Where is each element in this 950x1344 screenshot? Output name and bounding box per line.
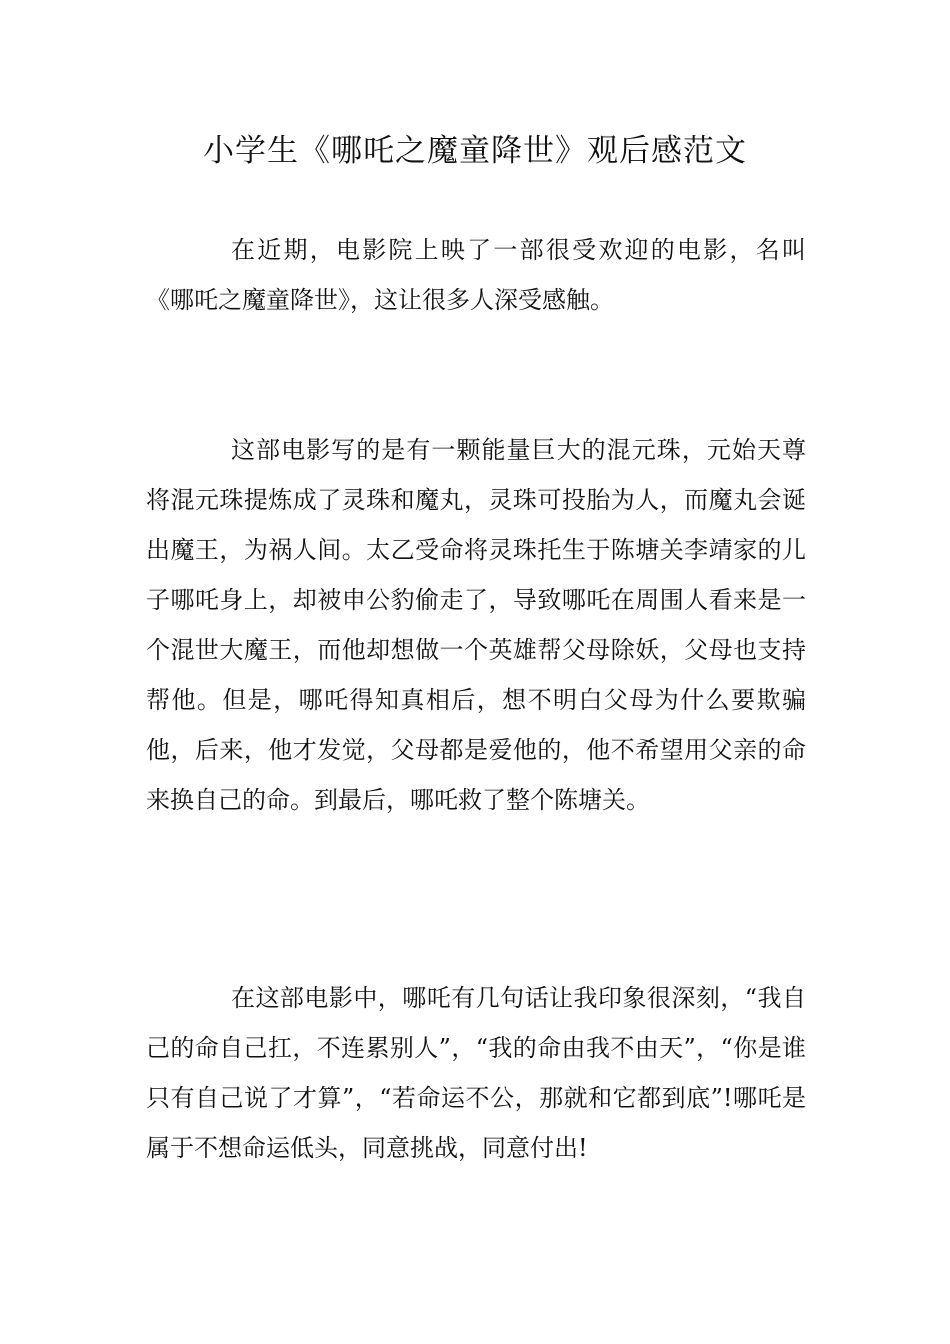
paragraph-quotes: 在这部电影中，哪吒有几句话让我印象很深刻，“我自己的命自己扛，不连累别人”，“我的命由我不由天”，“你是谁只有自己说了才算”，“若命运不公，那就和它都到底”!哪吒是属于不想命运低头，同意挑战，同意付出! xyxy=(146,984,806,1162)
paragraph-intro: 在近期，电影院上映了一部很受欢迎的电影，名叫《哪吒之魔童降世》，这让很多人深受感触。 xyxy=(146,236,806,314)
paragraph-plot: 这部电影写的是有一颗能量巨大的混元珠，元始天尊将混元珠提炼成了灵珠和魔丸，灵珠可投胎为人，而魔丸会诞出魔王，为祸人间。太乙受命将灵珠托生于陈塘关李靖家的儿子哪吒身上，却被申公豹偷走了，导致哪吒在周围人看来是一个混世大魔王，而他却想做一个英雄帮父母除妖，父母也支持帮他。但是，哪吒得知真相后，想不明白父母为什么要欺骗他，后来，他才发觉，父母都是爱他的，他不希望用父亲的命来换自己的命。到最后，哪吒救了整个陈塘关。 xyxy=(146,436,806,814)
document-title: 小学生《哪吒之魔童降世》观后感范文 xyxy=(203,133,747,169)
